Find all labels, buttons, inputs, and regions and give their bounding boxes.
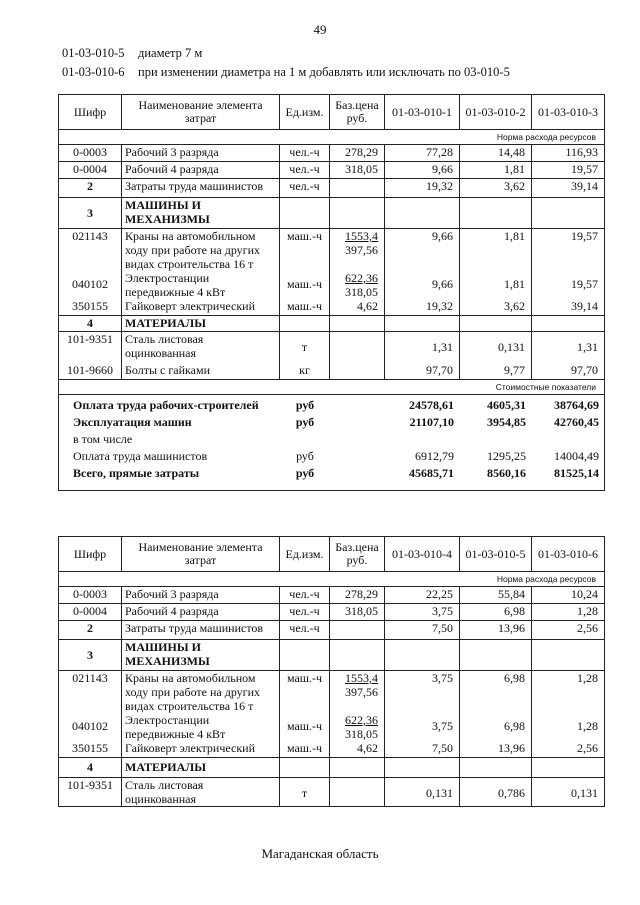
row-price: 278,29 [330, 145, 385, 162]
total-value: 14004,49 [554, 449, 599, 463]
row-name: Сталь листовая оцинкованная [122, 777, 280, 806]
cost-row [59, 380, 605, 395]
footer-region: Магаданская область [261, 846, 379, 861]
totals-row [59, 395, 605, 491]
row-value: 0,131 [532, 777, 605, 806]
table-row [59, 229, 605, 272]
row-value: 7,50 [385, 741, 460, 757]
row-value: 13,96 [460, 621, 532, 640]
table-row [59, 145, 605, 162]
row-value: 3,75 [385, 713, 460, 741]
total-value: 81525,14 [554, 466, 599, 480]
row-price [330, 229, 385, 272]
row-value: 19,57 [532, 229, 605, 272]
cost-label: Стоимостные показатели [59, 380, 605, 395]
total-line [59, 414, 605, 431]
price-secondary: 397,56 [345, 243, 378, 257]
row-code: 040102 [59, 271, 122, 299]
row-value: 14,48 [460, 145, 532, 162]
col-header-2: 01-03-010-2 [460, 95, 532, 130]
norm-row [59, 130, 605, 145]
row-code: 040102 [59, 713, 122, 741]
total-value: 6912,79 [415, 449, 454, 463]
total-name: Эксплуатация машин [73, 415, 192, 429]
section-title: МАТЕРИАЛЫ [122, 757, 280, 777]
row-value: 77,28 [385, 145, 460, 162]
total-unit: руб [295, 415, 315, 429]
total-value: 24578,61 [409, 398, 454, 412]
section-row-machines [59, 198, 605, 229]
estimate-table-2 [58, 536, 605, 807]
row-unit: чел.-ч [280, 145, 330, 162]
row-price: 278,29 [330, 587, 385, 604]
row-unit: маш.-ч [280, 299, 330, 315]
section-title: МАТЕРИАЛЫ [122, 315, 280, 331]
row-code: 2 [59, 179, 122, 198]
row-price [330, 621, 385, 640]
row-value: 9,66 [385, 162, 460, 179]
total-value: 3954,85 [487, 415, 526, 429]
row-code: 021143 [59, 671, 122, 714]
row-code: 0-0003 [59, 145, 122, 162]
price-primary: 622,36 [345, 713, 378, 727]
price-primary: 1553,4 [345, 671, 378, 685]
row-code: 0-0004 [59, 162, 122, 179]
row-code: 3 [59, 198, 122, 229]
row-value: 7,50 [385, 621, 460, 640]
row-name: Гайковерт электрический [122, 741, 280, 757]
header-code: 01-03-010-6 [62, 65, 125, 79]
table-row [59, 604, 605, 621]
total-name: в том числе [73, 432, 133, 446]
col-header-name: Наименование элемента затрат [122, 95, 280, 130]
total-line [59, 397, 605, 414]
total-name: Всего, прямые затраты [73, 466, 200, 480]
row-code: 021143 [59, 229, 122, 272]
row-value: 2,56 [532, 741, 605, 757]
total-line [59, 448, 605, 465]
row-price [330, 360, 385, 380]
row-value: 55,84 [460, 587, 532, 604]
total-value: 4605,31 [487, 398, 526, 412]
col-header-price: Баз.цена руб. [330, 537, 385, 572]
row-value: 3,75 [385, 671, 460, 714]
row-unit: маш.-ч [280, 713, 330, 741]
row-name: Краны на автомобильном ходу при работе на других видах строительства 16 т [122, 229, 280, 272]
total-value: 21107,10 [409, 415, 454, 429]
row-value: 1,81 [460, 271, 532, 299]
row-value: 1,81 [460, 229, 532, 272]
row-code: 2 [59, 621, 122, 640]
row-name: Рабочий 4 разряда [122, 162, 280, 179]
row-value: 0,786 [460, 777, 532, 806]
col-header-3: 01-03-010-3 [532, 95, 605, 130]
total-line [59, 431, 605, 448]
row-name: Рабочий 3 разряда [122, 145, 280, 162]
row-value: 10,24 [532, 587, 605, 604]
section-row-materials [59, 315, 605, 331]
price-secondary: 318,05 [345, 285, 378, 299]
row-unit: маш.-ч [280, 671, 330, 714]
col-header-6: 01-03-010-6 [532, 537, 605, 572]
row-unit: т [280, 331, 330, 360]
row-name: Болты с гайками [122, 360, 280, 380]
table-row [59, 179, 605, 198]
table-row [59, 587, 605, 604]
section-title: МАШИНЫ И МЕХАНИЗМЫ [122, 198, 280, 229]
row-code: 4 [59, 315, 122, 331]
row-name: Гайковерт электрический [122, 299, 280, 315]
row-value: 9,66 [385, 229, 460, 272]
price-secondary: 397,56 [345, 685, 378, 699]
table-row [59, 671, 605, 714]
row-name: Краны на автомобильном ходу при работе на других видах строительства 16 т [122, 671, 280, 714]
row-price: 4,62 [330, 741, 385, 757]
total-name: Оплата труда рабочих-строителей [73, 398, 259, 412]
row-code: 101-9351 [59, 331, 122, 360]
table-row [59, 162, 605, 179]
row-code: 0-0003 [59, 587, 122, 604]
row-value: 39,14 [532, 179, 605, 198]
row-unit: маш.-ч [280, 271, 330, 299]
row-value: 3,62 [460, 179, 532, 198]
col-header-unit: Ед.изм. [280, 537, 330, 572]
table-row [59, 621, 605, 640]
row-value: 6,98 [460, 713, 532, 741]
row-unit: чел.-ч [280, 604, 330, 621]
row-unit: чел.-ч [280, 587, 330, 604]
row-unit: т [280, 777, 330, 806]
section-row-materials [59, 757, 605, 777]
row-price [330, 713, 385, 741]
row-unit: чел.-ч [280, 621, 330, 640]
row-value: 97,70 [532, 360, 605, 380]
section-row-machines [59, 640, 605, 671]
row-name: Сталь листовая оцинкованная [122, 331, 280, 360]
row-price [330, 271, 385, 299]
total-unit: руб [296, 449, 314, 463]
total-name: Оплата труда машинистов [73, 449, 208, 463]
row-unit: чел.-ч [280, 179, 330, 198]
table-row [59, 777, 605, 806]
row-value: 19,32 [385, 299, 460, 315]
header-line-2 [62, 65, 510, 80]
header-code: 01-03-010-5 [62, 46, 125, 60]
row-value: 2,56 [532, 621, 605, 640]
col-header-unit: Ед.изм. [280, 95, 330, 130]
total-value: 1295,25 [487, 449, 526, 463]
row-name: Затраты труда машинистов [122, 621, 280, 640]
total-value: 42760,45 [554, 415, 599, 429]
table-row [59, 360, 605, 380]
row-value: 3,62 [460, 299, 532, 315]
table-row [59, 331, 605, 360]
norm-row [59, 572, 605, 587]
table-row [59, 299, 605, 315]
row-value: 9,66 [385, 271, 460, 299]
row-unit: чел.-ч [280, 162, 330, 179]
row-value: 9,77 [460, 360, 532, 380]
col-header-code: Шифр [59, 95, 122, 130]
row-name: Электростанции передвижные 4 кВт [122, 271, 280, 299]
row-code: 4 [59, 757, 122, 777]
col-header-1: 01-03-010-1 [385, 95, 460, 130]
row-name: Затраты труда машинистов [122, 179, 280, 198]
header-text: диаметр 7 м [138, 46, 203, 60]
row-value: 3,75 [385, 604, 460, 621]
row-value: 1,31 [385, 331, 460, 360]
col-header-code: Шифр [59, 537, 122, 572]
table-row [59, 271, 605, 299]
row-price [330, 671, 385, 714]
row-value: 6,98 [460, 604, 532, 621]
norm-label: Норма расхода ресурсов [59, 572, 605, 587]
header-text: при изменении диаметра на 1 м добавлять или исключать по 03-010-5 [138, 65, 510, 79]
row-unit: кг [280, 360, 330, 380]
price-secondary: 318,05 [345, 727, 378, 741]
page-number: 49 [313, 22, 327, 37]
col-header-4: 01-03-010-4 [385, 537, 460, 572]
table-row [59, 741, 605, 757]
row-code: 101-9351 [59, 777, 122, 806]
price-primary: 1553,4 [345, 229, 378, 243]
row-value: 19,57 [532, 162, 605, 179]
row-code: 350155 [59, 299, 122, 315]
total-value: 38764,69 [554, 398, 599, 412]
price-primary: 622,36 [345, 271, 378, 285]
row-code: 0-0004 [59, 604, 122, 621]
table-row [59, 713, 605, 741]
totals-table [59, 397, 605, 482]
row-value: 1,28 [532, 713, 605, 741]
section-title: МАШИНЫ И МЕХАНИЗМЫ [122, 640, 280, 671]
header-line-1 [62, 46, 202, 61]
total-line [59, 465, 605, 482]
col-header-price: Баз.цена руб. [330, 95, 385, 130]
col-header-name: Наименование элемента затрат [122, 537, 280, 572]
row-value: 97,70 [385, 360, 460, 380]
row-value: 116,93 [532, 145, 605, 162]
table-header-row [59, 537, 605, 572]
row-value: 1,81 [460, 162, 532, 179]
row-code: 350155 [59, 741, 122, 757]
row-price: 318,05 [330, 162, 385, 179]
row-name: Рабочий 4 разряда [122, 604, 280, 621]
row-value: 22,25 [385, 587, 460, 604]
row-code: 101-9660 [59, 360, 122, 380]
table-header-row [59, 95, 605, 130]
total-value: 45685,71 [409, 466, 454, 480]
row-unit: маш.-ч [280, 229, 330, 272]
row-value: 1,28 [532, 604, 605, 621]
norm-label: Норма расхода ресурсов [59, 130, 605, 145]
row-unit: маш.-ч [280, 741, 330, 757]
row-code: 3 [59, 640, 122, 671]
total-unit: руб [295, 466, 315, 480]
row-price [330, 777, 385, 806]
row-value: 13,96 [460, 741, 532, 757]
row-price [330, 331, 385, 360]
row-value: 1,28 [532, 671, 605, 714]
col-header-5: 01-03-010-5 [460, 537, 532, 572]
total-value: 8560,16 [487, 466, 526, 480]
row-value: 19,57 [532, 271, 605, 299]
row-price [330, 179, 385, 198]
row-value: 39,14 [532, 299, 605, 315]
row-value: 0,131 [385, 777, 460, 806]
total-unit: руб [295, 398, 315, 412]
row-name: Рабочий 3 разряда [122, 587, 280, 604]
row-value: 0,131 [460, 331, 532, 360]
row-value: 6,98 [460, 671, 532, 714]
row-name: Электростанции передвижные 4 кВт [122, 713, 280, 741]
row-value: 1,31 [532, 331, 605, 360]
estimate-table-1 [58, 94, 605, 491]
row-value: 19,32 [385, 179, 460, 198]
row-price: 318,05 [330, 604, 385, 621]
row-price: 4,62 [330, 299, 385, 315]
